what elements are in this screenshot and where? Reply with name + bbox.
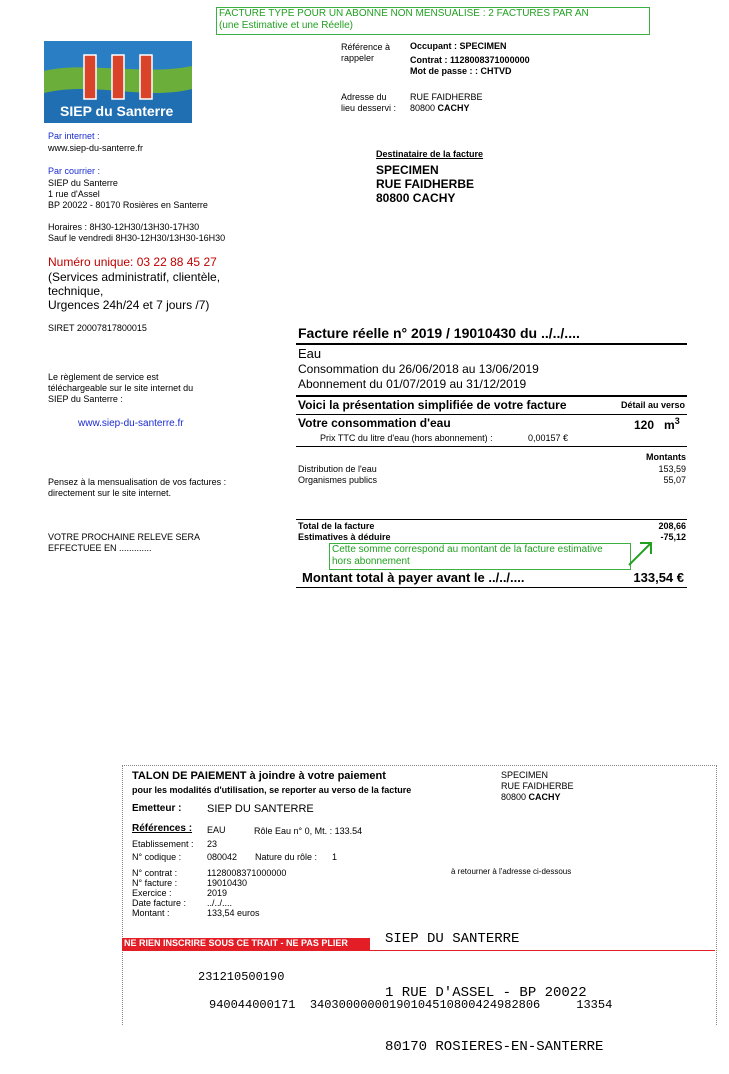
references-value: EAU xyxy=(207,825,226,835)
services: (Services administratif, clientèle, technique, Urgences 24h/24 et 7 jours /7) xyxy=(48,270,221,312)
reglement-url[interactable]: www.siep-du-santerre.fr xyxy=(78,418,184,429)
courrier-label: Par courrier : xyxy=(48,166,101,176)
code-line-2: 940044000171 34030000000190104510800424982806 13354 xyxy=(209,998,613,1012)
ligne-distribution-value: 153,59 xyxy=(658,464,686,474)
facture-service: Eau xyxy=(298,346,322,361)
role-text: Rôle Eau n° 0, Mt. : 133.54 xyxy=(254,826,363,836)
ne-rien-line xyxy=(370,950,715,951)
logo-text: SIEP du Santerre xyxy=(60,103,174,119)
destination-address: SIEP DU SANTERRE 1 RUE D'ASSEL - BP 20022 80170 ROSIERES-EN-SANTERRE xyxy=(385,931,604,1055)
talon-title: TALON DE PAIEMENT à joindre à votre paiement xyxy=(132,770,386,782)
presentation-title: Voici la présentation simplifiée de votre facture xyxy=(298,398,567,412)
total-value: 208,66 xyxy=(658,521,686,531)
ne-rien-banner: NE RIEN INSCRIRE SOUS CE TRAIT - NE PAS PLIER xyxy=(122,938,370,951)
consommation-periode: Consommation du 26/06/2018 au 13/06/2019 xyxy=(298,362,539,376)
retour-text: à retourner à l'adresse ci-dessous xyxy=(451,867,572,876)
prochaine-releve: VOTRE PROCHAINE RELEVE SERA EFFECTUEE EN ............. xyxy=(48,532,201,553)
references-label: Références : xyxy=(132,823,193,834)
contrat: Contrat : 1128008371000000 xyxy=(410,55,530,65)
prix-value: 0,00157 € xyxy=(528,433,569,443)
facture-rule-mid xyxy=(296,446,687,447)
adresse-label: Adresse du lieu desservi : xyxy=(341,92,397,113)
siret: SIRET 20007817800015 xyxy=(48,323,147,333)
prix-label: Prix TTC du litre d'eau (hors abonnement) : xyxy=(320,433,493,443)
montant-total-value: 133,54 € xyxy=(633,570,684,585)
total-label: Total de la facture xyxy=(298,521,375,531)
reglement: Le règlement de service est téléchargeable sur le site internet du SIEP du Santerre : xyxy=(48,372,194,404)
annotation-line-1: FACTURE TYPE POUR UN ABONNE NON MENSUALISE : 2 FACTURES PAR AN xyxy=(219,8,589,19)
talon-labels: Etablissement : N° codique : xyxy=(132,839,194,862)
talon-values-2: 1128008371000000 19010430 2019 ../../.... 133,54 euros xyxy=(207,868,287,918)
horaires: Horaires : 8H30-12H30/13H30-17H30 Sauf le vendredi 8H30-12H30/13H30-16H30 xyxy=(48,222,226,243)
adresse-value: RUE FAIDHERBE 80800 CACHY xyxy=(410,92,483,113)
mensualisation: Pensez à la mensualisation de vos factures : directement sur le site internet. xyxy=(48,477,227,498)
conso-label: Votre consommation d'eau xyxy=(298,416,451,430)
ligne-organismes-value: 55,07 xyxy=(663,475,686,485)
emetteur-value: SIEP DU SANTERRE xyxy=(207,803,314,815)
estimatives-label: Estimatives à déduire xyxy=(298,532,391,542)
occupant: Occupant : SPECIMEN xyxy=(410,41,507,51)
talon-address: SPECIMEN RUE FAIDHERBE 80800 CACHY xyxy=(501,770,574,802)
facture-rule-total xyxy=(296,519,687,520)
emetteur-label: Emetteur : xyxy=(132,803,182,814)
presentation-bar xyxy=(296,395,687,415)
internet-label: Par internet : xyxy=(48,131,100,141)
abonnement-periode: Abonnement du 01/07/2019 au 31/12/2019 xyxy=(298,377,527,391)
annotation-box-estimative: Cette somme correspond au montant de la facture estimative hors abonnement xyxy=(329,543,631,570)
reference-label: Référence à rappeler xyxy=(341,42,391,63)
detail-verso: Détail au verso xyxy=(620,400,685,410)
annotation-line-2: (une Estimative et une Réelle) xyxy=(219,20,353,31)
internet-url[interactable]: www.siep-du-santerre.fr xyxy=(48,143,144,153)
ligne-organismes-label: Organismes publics xyxy=(298,475,378,485)
annotation-box-top xyxy=(216,7,650,35)
numero-unique: Numéro unique: 03 22 88 45 27 xyxy=(48,255,217,269)
destinataire-lines: SPECIMEN RUE FAIDHERBE 80800 CACHY xyxy=(376,163,475,205)
destinataire xyxy=(376,149,483,205)
code-line-1: 231210500190 xyxy=(198,970,285,984)
destinataire-label: Destinataire de la facture xyxy=(376,149,484,159)
conso-value: 120 $m^3$ xyxy=(634,416,680,432)
facture-rule-bottom xyxy=(296,587,687,588)
annotation-arrow-icon xyxy=(626,538,656,568)
ligne-distribution-label: Distribution de l'eau xyxy=(298,464,377,474)
montant-total-label: Montant total à payer avant le ../../.... xyxy=(302,570,525,585)
talon-subtitle: pour les modalités d'utilisation, se reporter au verso de la facture xyxy=(132,785,412,795)
facture-rule-top xyxy=(296,343,687,345)
facture-title: Facture réelle n° 2019 / 19010430 du ../../.... xyxy=(298,325,580,341)
logo xyxy=(44,41,192,123)
estimatives-value: -75,12 xyxy=(660,532,686,542)
talon-labels-2: N° contrat : N° facture : Exercice : Date facture : Montant : xyxy=(132,868,187,918)
courrier-address: SIEP du Santerre 1 rue d'Assel BP 20022 - 80170 Rosières en Santerre xyxy=(48,178,208,210)
reference-values xyxy=(410,41,530,77)
talon-values: 23 080042 xyxy=(207,839,238,862)
mot-de-passe: Mot de passe : : CHTVD xyxy=(410,66,512,76)
nature-label: Nature du rôle : xyxy=(255,852,318,862)
nature-value: 1 xyxy=(332,852,338,862)
montants-header: Montants xyxy=(646,452,686,462)
